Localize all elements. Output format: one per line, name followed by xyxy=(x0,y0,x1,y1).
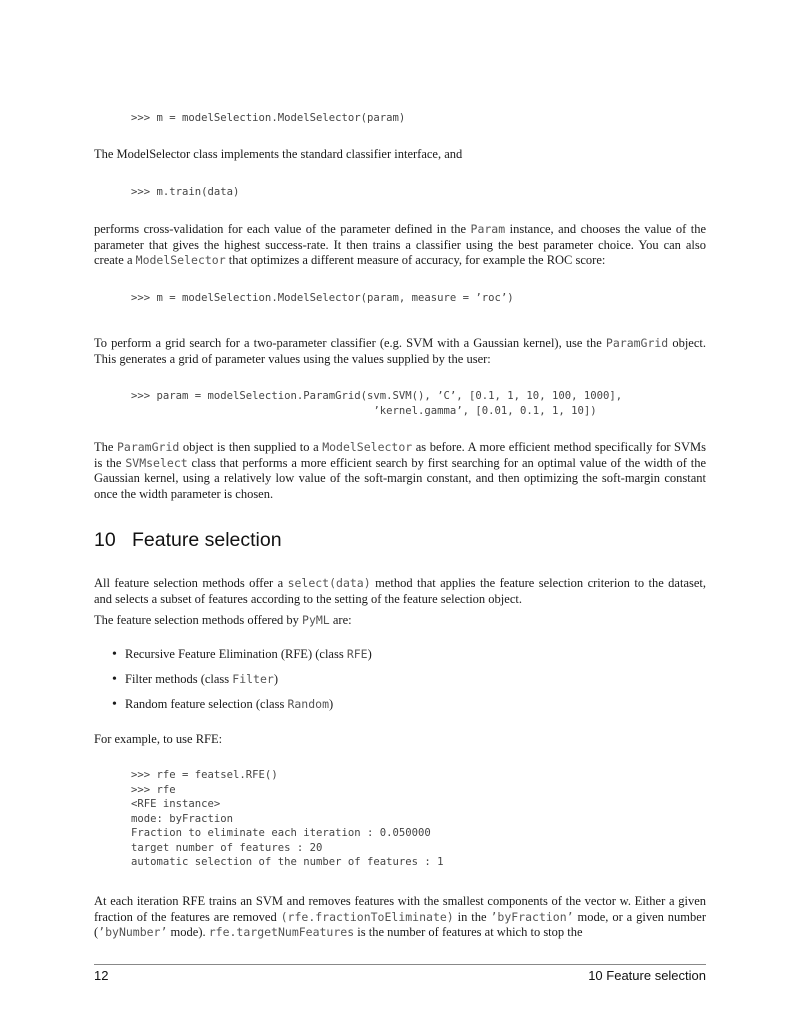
paragraph-methods-offered: The feature selection methods offered by PyML are: xyxy=(94,613,352,627)
feature-methods-list xyxy=(94,647,706,722)
inline-code: ModelSelector xyxy=(135,253,226,267)
inline-code: rfe.targetNumFeatures xyxy=(208,925,355,939)
paragraph-rfe-example: For example, to use RFE: xyxy=(94,732,223,746)
paragraph-modelselector-intro: The ModelSelector class implements the standard classifier interface, and xyxy=(94,147,463,161)
inline-code: ParamGrid xyxy=(116,440,180,454)
list-item: • Recursive Feature Elimination (RFE) (class RFE) xyxy=(94,647,706,672)
code-block-param-grid: >>> param = modelSelection.ParamGrid(svm.SVM(), ’C’, [0.1, 1, 10, 100, 1000], ’kernel.gamma’, [0.01, 0.1, 1, 10]) xyxy=(131,390,623,417)
paragraph-grid-search: To perform a grid search for a two-parameter classifier (e.g. SVM with a Gaussian kernel), use the ParamGrid object. This generates a grid of parameter values using the values supplied by the user: xyxy=(94,336,706,366)
inline-code: RFE xyxy=(346,647,368,661)
inline-code: SVMselect xyxy=(125,455,188,470)
inline-code: (rfe.fractionToEliminate) xyxy=(280,909,454,924)
section-title: Feature selection xyxy=(132,529,282,551)
footer-section-label: 10 Feature selection xyxy=(588,968,706,983)
footer-divider xyxy=(94,964,706,965)
inline-code: Filter xyxy=(232,672,274,686)
inline-code: ’byFraction’ xyxy=(490,909,574,924)
list-item: • Random feature selection (class Random) xyxy=(94,697,706,722)
page-number: 12 xyxy=(94,968,109,983)
paragraph-svmselect: The ParamGrid object is then supplied to a ModelSelector as before. A more efficient method specifically for SVMs is the SVMselect class that performs a more efficient search by first searching for an optimal value of the width of the Gaussian kernel, using a relatively low value of the soft-margin constant, and then optimizing the soft-margin constant once the width parameter is chosen. xyxy=(94,440,707,501)
section-heading xyxy=(94,529,706,551)
code-block-model-selector: >>> m = modelSelection.ModelSelector(param) xyxy=(131,112,406,124)
code-block-roc: >>> m = modelSelection.ModelSelector(param, measure = ’roc’) xyxy=(131,292,514,304)
list-item: • Filter methods (class Filter) xyxy=(94,672,706,697)
inline-code: ’byNumber’ xyxy=(98,925,168,939)
code-block-rfe: >>> rfe = featsel.RFE() >>> rfe <RFE instance> mode: byFraction Fraction to eliminate each iteration : 0.050000 target number of features : 20 automatic selection of the number of features : 1 xyxy=(131,769,444,868)
section-number: 10 xyxy=(94,529,116,551)
inline-code: ParamGrid xyxy=(605,336,669,350)
paragraph-rfe-iteration: At each iteration RFE trains an SVM and removes features with the smallest components of the vector w. Either a given fraction of the features are removed (rfe.fractionToEliminate) in the ’byFraction’ mode, or a given number (’byNumber’ mode). rfe.targetNumFeatures is the number of features at which to stop the xyxy=(94,894,706,939)
paragraph-select-method: All feature selection methods offer a select(data) method that applies the feature selection criterion to the dataset, and selects a subset of features according to the setting of the feature selection object. xyxy=(94,576,707,606)
inline-code: Random xyxy=(287,697,329,711)
inline-code: ModelSelector xyxy=(322,440,413,454)
inline-code: select(data) xyxy=(287,576,371,590)
paragraph-cross-validation: performs cross-validation for each value of the parameter defined in the Param instance, and chooses the value of the parameter that gives the highest success-rate. It then trains a classifier using the best parameter choice. You can also create a ModelSelector that optimizes a different measure of accuracy, for example the ROC score: xyxy=(94,222,706,267)
inline-code: PyML xyxy=(302,613,330,627)
code-block-train: >>> m.train(data) xyxy=(131,186,240,198)
inline-code: Param xyxy=(470,222,506,236)
